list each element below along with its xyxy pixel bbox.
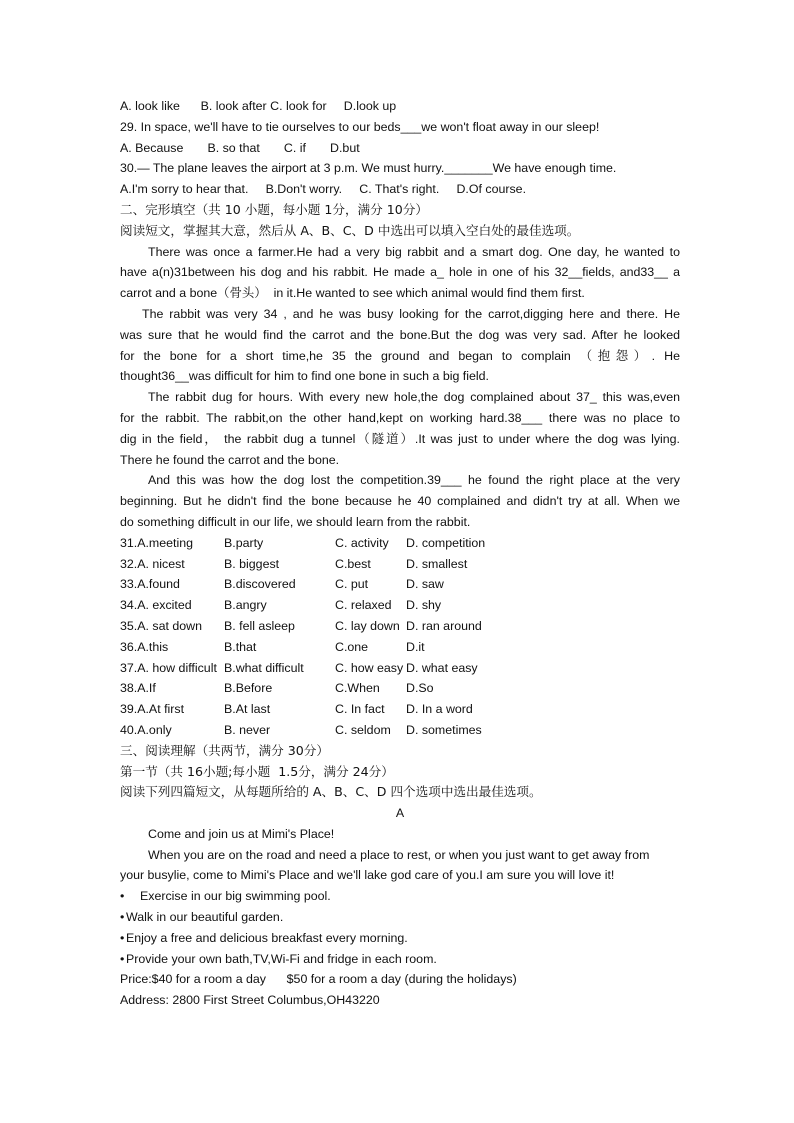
option-choice: D.it bbox=[406, 639, 425, 654]
option-choice: 38.A.If bbox=[120, 681, 156, 696]
ad-feature-text: Exercise in our big swimming pool. bbox=[140, 889, 331, 904]
ad-intro-line-1: When you are on the road and need a place to rest, or when you just want to get away from bbox=[148, 847, 650, 862]
bullet-icon: • bbox=[120, 951, 125, 966]
option-choice: B.that bbox=[224, 639, 257, 654]
cloze-passage bbox=[120, 242, 680, 533]
passage-line: And this was how the dog lost the competition.39___ he found the right place at the very bbox=[148, 473, 680, 488]
option-row bbox=[120, 533, 680, 554]
ad-feature-text: Provide your own bath,TV,Wi-Fi and fridge in each room. bbox=[126, 951, 437, 966]
passage-line: dig in the field， the rabbit dug a tunnel（隧道）.It was just to under where the dog was lying. bbox=[120, 431, 680, 446]
option-choice: B.discovered bbox=[224, 577, 296, 592]
option-choice: D. ran around bbox=[406, 618, 482, 633]
option-choice: 40.A.only bbox=[120, 722, 172, 737]
q29-stem: 29. In space, we'll have to tie ourselves to our beds___we won't float away in our sleep! bbox=[120, 119, 600, 134]
q30-stem: 30.— The plane leaves the airport at 3 p.m. We must hurry._______We have enough time. bbox=[120, 161, 617, 176]
option-choice: C. In fact bbox=[335, 702, 385, 717]
option-choice: C. relaxed bbox=[335, 598, 392, 613]
option-choice: D. sometimes bbox=[406, 722, 482, 737]
option-row bbox=[120, 658, 680, 679]
cloze-options bbox=[120, 533, 680, 741]
passage-line: carrot and a bone（骨头） in it.He wanted to see which animal would find them first. bbox=[120, 286, 585, 301]
q29-options: A. Because B. so that C. if D.but bbox=[120, 140, 360, 155]
option-row bbox=[120, 574, 680, 595]
option-row bbox=[120, 699, 680, 720]
section3-title: 三、阅读理解（共两节，满分 30分） bbox=[120, 742, 329, 758]
option-choice: C. put bbox=[335, 577, 369, 592]
q28-options: A. look like B. look after C. look for D.look up bbox=[120, 99, 397, 113]
passage-line: for the bone for a short time,he 35 the ground and began to complain （抱怨）. He bbox=[120, 348, 680, 363]
option-choice: B.At last bbox=[224, 702, 271, 717]
ad-feature-list bbox=[120, 886, 680, 969]
option-choice: 35.A. sat down bbox=[120, 618, 202, 633]
ad-intro-line-2: your busylie, come to Mimi's Place and we'll lake god care of you.I am sure you will love it! bbox=[120, 868, 615, 883]
exam-page bbox=[120, 96, 680, 1011]
section3-part1: 第一节（共 16小题;每小题 1.5分，满分 24分） bbox=[120, 763, 394, 779]
option-choice: D. shy bbox=[406, 598, 442, 613]
passage-line: do something difficult in our life, we should learn from the rabbit. bbox=[120, 514, 471, 529]
ad-feature-text: Walk in our beautiful garden. bbox=[126, 910, 284, 925]
ad-feature-item bbox=[120, 886, 680, 907]
passage-line: There was once a farmer.He had a very big rabbit and a smart dog. One day, he wanted to bbox=[148, 244, 680, 259]
option-choice: 32.A. nicest bbox=[120, 556, 185, 571]
ad-feature-item bbox=[120, 907, 680, 928]
section2-instruction: 阅读短文，掌握其大意，然后从 A、B、C、D 中选出可以填入空白处的最佳选项。 bbox=[120, 222, 580, 238]
option-choice: D. what easy bbox=[406, 660, 478, 675]
option-choice: D. smallest bbox=[406, 556, 468, 571]
ad-feature-text: Enjoy a free and delicious breakfast every morning. bbox=[126, 930, 408, 945]
option-choice: 37.A. how difficult bbox=[120, 660, 217, 675]
option-choice: B.Before bbox=[224, 681, 273, 696]
option-choice: C. how easy bbox=[335, 660, 404, 675]
option-choice: 34.A. excited bbox=[120, 598, 192, 613]
option-choice: D.So bbox=[406, 681, 434, 696]
option-choice: B. fell asleep bbox=[224, 618, 295, 633]
option-choice: D. saw bbox=[406, 577, 444, 592]
option-choice: 39.A.At first bbox=[120, 702, 185, 717]
option-choice: 33.A.found bbox=[120, 577, 180, 592]
option-choice: C.When bbox=[335, 681, 380, 696]
option-row bbox=[120, 595, 680, 616]
section2-title: 二、完形填空（共 10 小题，每小题 1分，满分 10分） bbox=[120, 201, 428, 217]
bullet-icon: • bbox=[120, 910, 125, 925]
passage-line: for the rabbit. The rabbit,on the other hand,kept on working hard.38___ there was no place to bbox=[120, 410, 680, 425]
passage-line: The rabbit was very 34 , and he was busy looking for the carrot,digging here and there. He bbox=[142, 306, 680, 321]
passage-line: The rabbit dug for hours. With every new hole,the dog complained about 37_ this was,even bbox=[148, 390, 680, 405]
bullet-icon: • bbox=[120, 889, 125, 904]
ad-feature-item bbox=[120, 928, 680, 949]
option-choice: C.best bbox=[335, 556, 371, 571]
option-row bbox=[120, 678, 680, 699]
option-choice: D. In a word bbox=[406, 702, 473, 717]
option-choice: C.one bbox=[335, 639, 369, 654]
option-choice: B.angry bbox=[224, 598, 267, 613]
passage-line: was sure that he would find the carrot and the bone.But the dog was very sad. After he looked bbox=[120, 327, 680, 342]
address-line: Address: 2800 First Street Columbus,OH43220 bbox=[120, 993, 380, 1008]
section3-instruction: 阅读下列四篇短文，从每题所给的 A、B、C、D 四个选项中选出最佳选项。 bbox=[120, 784, 542, 800]
option-row bbox=[120, 720, 680, 741]
option-row bbox=[120, 616, 680, 637]
price-line: Price:$40 for a room a day $50 for a room a day (during the holidays) bbox=[120, 972, 517, 987]
option-choice: B.party bbox=[224, 535, 264, 550]
passage-line: have a(n)31between his dog and his rabbit. He made a_ hole in one of his 32__fields, and33__ a bbox=[120, 265, 680, 280]
option-choice: C. activity bbox=[335, 535, 389, 550]
bullet-icon: • bbox=[120, 930, 125, 945]
option-row bbox=[120, 637, 680, 658]
passage-line: There he found the carrot and the bone. bbox=[120, 452, 340, 467]
option-choice: C. seldom bbox=[335, 722, 391, 737]
option-choice: D. competition bbox=[406, 535, 486, 550]
option-choice: 36.A.this bbox=[120, 639, 169, 654]
option-choice: B.what difficult bbox=[224, 660, 304, 675]
option-choice: B. biggest bbox=[224, 556, 280, 571]
q30-options: A.I'm sorry to hear that. B.Don't worry. C. That's right. D.Of course. bbox=[120, 182, 527, 197]
ad-title: Come and join us at Mimi's Place! bbox=[148, 826, 335, 841]
passage-a-letter: A bbox=[395, 806, 405, 821]
option-choice: 31.A.meeting bbox=[120, 535, 194, 550]
passage-line: thought36__was difficult for him to find one bone in such a big field. bbox=[120, 369, 489, 384]
passage-line: beginning. But he didn't find the bone because he 40 complained and didn't try at all. When we bbox=[120, 494, 680, 509]
ad-feature-item bbox=[120, 949, 680, 970]
option-choice: C. lay down bbox=[335, 618, 400, 633]
option-row bbox=[120, 554, 680, 575]
option-choice: B. never bbox=[224, 722, 271, 737]
